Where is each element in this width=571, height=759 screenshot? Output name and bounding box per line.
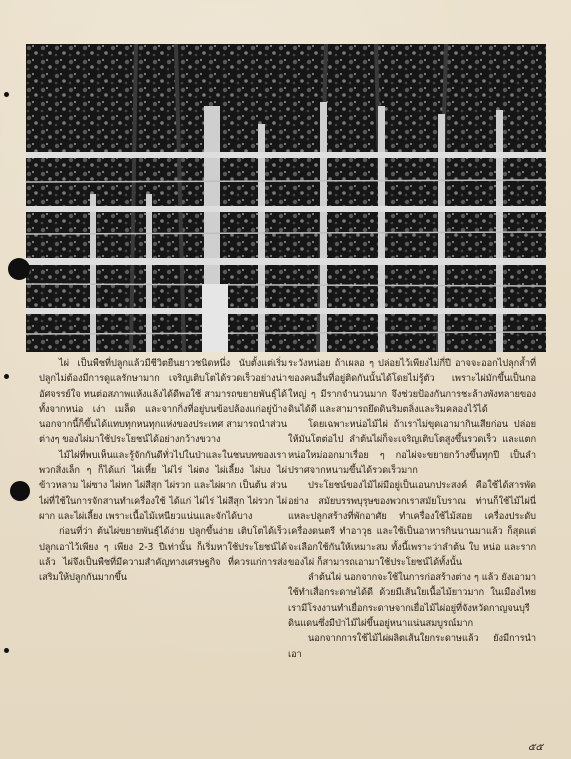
paragraph: ไผ่ เป็นพืชที่ปลูกแล้วมีชีวิตยืนยาวชนิดหนึ่ง นับตั้งแต่เริ่มปลูกไม่ต้องมีการดูแลรักษามาก เจริญเติบโตได้รวดเร็วอย่างน่าอัศจรรย์ใจ ทนต่อสภาพแห้งแล้งได้ดีพอใช้ สามารถขยายพันธุ์ได้ทั้งจากหน่อ เง่า เมล็ด และจากกิ่งที่อยู่บนข้อปล้องแก่อยู่บ้าง นอกจากนี้ก็ขึ้นได้แทบทุกหนทุกแห่งของประเทศ สามารถนำส่วนต่างๆ ของไผ่มาใช้ประโยชน์ได้อย่างกว้างขวาง: [39, 358, 287, 446]
right-text-column: [288, 356, 536, 736]
binder-dot: [4, 648, 9, 653]
binder-hole: [8, 258, 30, 280]
left-text-column: [39, 356, 287, 748]
binder-dot: [4, 92, 9, 97]
paragraph: โดยเฉพาะหน่อไม้ไผ่ ถ้าเราไม่ขุดเอามากินเสียก่อน ปล่อยให้มันโตต่อไป ลำต้นไผ่ก็จะเจริญเติบโตสูงขึ้นรวดเร็ว และแตกหน่อใหม่ออกมาเรื่อย ๆ กอไผ่จะขยายกว้างขึ้นทุกปี เป็นลำปราศจากหนามขึ้นได้รวดเร็วมาก: [288, 419, 536, 477]
photo-illustration: [26, 44, 546, 352]
paragraph: ก่อนที่ว่า ต้นไผ่ขยายพันธุ์ได้ง่าย ปลูกขึ้นง่าย เติบโตได้เร็ว ปลูกเอาไว้เพียง ๆ เพียง 2-3 ปีเท่านั้น ก็เริ่มหาใช้ประโยชน์ได้แล้ว ไผ่จึงเป็นพืชที่มีความสำคัญทางเศรษฐกิจ ที่ควรแก่การส่งเสริมให้ปลูกกันมากขึ้น: [39, 526, 287, 584]
paragraph: นอกจากการใช้ไม้ไผ่ผลิตเส้นใยกระดาษแล้ว ยังมีการนำเอา: [288, 633, 536, 660]
bamboo-fence-photo: [26, 44, 546, 352]
binder-hole: [10, 481, 30, 501]
binder-dot: [4, 374, 9, 379]
page-number: ๕๕: [527, 742, 543, 753]
paragraph: ประโยชน์ของไม้ไผ่มีอยู่เป็นเอนกประสงค์ คือใช้ได้สารพัดอย่าง สมัยบรรพบุรุษของพวกเราสมัยโบราณ ท่านก็ใช้ไม้ไผ่นี่แหละปลูกสร้างที่พักอาศัย ทำเครื่องใช้ไม้สอย เครื่องประดับ เครื่องดนตรี ทำอาวุธ และใช้เป็นอาหารกินนานมาแล้ว ก็สุดแต่จะเลือกใช้กันให้เหมาะสม ทั้งนี้เพราะว่าลำต้น ใบ หน่อ และรากของไผ่ ก็สามารถเอามาใช้ประโยชน์ได้ทั้งนั้น: [288, 480, 536, 568]
paragraph: ลำต้นไผ่ นอกจากจะใช้ในการก่อสร้างต่าง ๆ แล้ว ยังเอามาใช้ทำเสื่อกระดาษได้ดี ด้วยมีเส้นใยเนื้อไม้ยาวมาก ในเมืองไทยเรามีโรงงานทำเยื่อกระดาษจากเยื่อไม้ไผ่อยู่ที่จังหวัดกาญจนบุรี ดินแดนซึ่งมีป่าไม้ไผ่ขึ้นอยู่หนาแน่นสมบูรณ์มาก: [288, 572, 536, 630]
paragraph: ไม้ไผ่ที่พบเห็นและรู้จักกันดีทั่วไปในป่าและในชนบทของเราพวกสิ่งเล็ก ๆ ก็ได้แก่ ไผ่เหี้ย ไผ่ไร่ ไผ่ตง ไผ่เลี้ยง ไผ่บง ไผ่ข้าวหลาม ไผ่ซาง ไผ่หก ไผ่สีสุก ไผ่รวก และไผ่ผาก เป็นต้น ส่วนไผ่ที่ใช้ในการจักสานทำเครื่องใช้ ได้แก่ ไผ่ไร่ ไผ่สีสุก ไผ่รวก ไผ่ผาก และไผ่เลี้ยง เพราะเนื้อไม้เหนียวแน่นและจักได้บาง: [39, 449, 287, 522]
paragraph: ระวังหน่อย ถ้าเผลอ ๆ ปล่อยไว้เพียงไม่กี่ปี อาจจะออกไปลุกล้ำที่ของคนอื่นที่อยู่ติดกันนั้นได้โดยไม่รู้ตัว เพราะไผ่มักขึ้นเป็นกอใหญ่ ๆ มีรากจำนวนมาก จึงช่วยป้องกันการชะล้างพังทลายของดินได้ดี และสามารถยึดดินริมตลิ่งและริมคลองไว้ได้: [288, 358, 536, 415]
